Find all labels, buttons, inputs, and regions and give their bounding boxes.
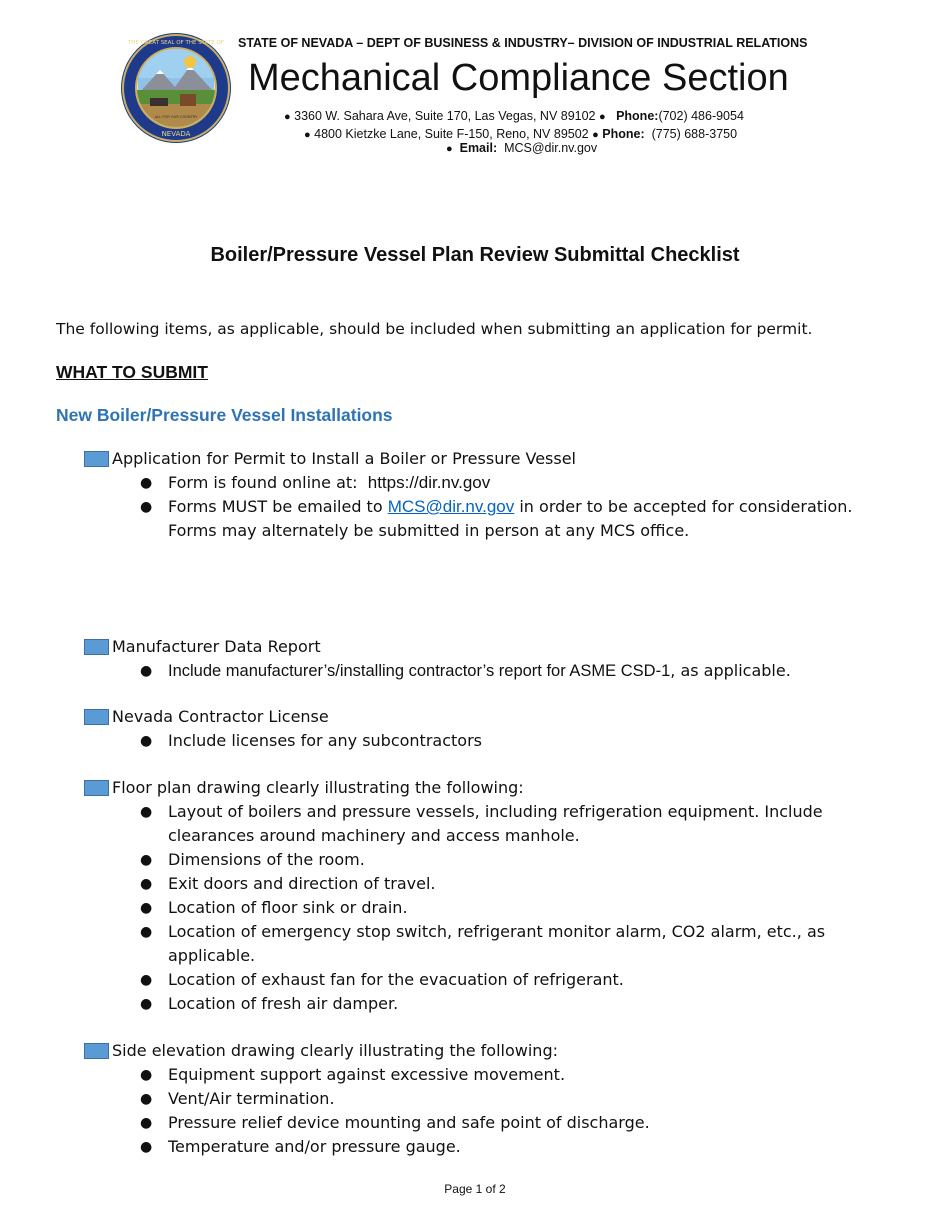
bullet-dot: ● xyxy=(304,129,311,141)
intro-text: The following items, as applicable, should be included when submitting an application for permit. xyxy=(56,320,813,338)
bullet-dot: ● xyxy=(140,1115,153,1131)
bullet-dot: ● xyxy=(592,129,599,141)
side-elevation-label: Side elevation drawing clearly illustrating the following: xyxy=(112,1041,558,1060)
section-title: Mechanical Compliance Section xyxy=(248,57,789,99)
side-elevation-bullet-text: Vent/Air termination. xyxy=(168,1089,335,1108)
floor-plan-bullet-text: Exit doors and direction of travel. xyxy=(168,874,436,893)
list-item xyxy=(84,495,914,543)
checklist-item-side-elevation xyxy=(84,1039,914,1159)
mcs-email-link[interactable]: MCS@dir.nv.gov xyxy=(387,497,515,516)
application-label: Application for Permit to Install a Boiler or Pressure Vessel xyxy=(112,449,576,468)
bullet-dot: ● xyxy=(140,996,153,1012)
list-item xyxy=(84,920,874,968)
mdr-label: Manufacturer Data Report xyxy=(112,637,321,656)
license-bullet: Include licenses for any subcontractors xyxy=(168,731,482,750)
bullet-dot: ● xyxy=(140,924,153,940)
checklist-item-application xyxy=(84,447,914,543)
application-checkbox[interactable] xyxy=(84,451,109,467)
las-vegas-office-line xyxy=(284,109,744,125)
las-vegas-address: 3360 W. Sahara Ave, Suite 170, Las Vegas, NV 89102 xyxy=(294,109,596,123)
list-item xyxy=(84,471,914,495)
reno-phone: (775) 688-3750 xyxy=(651,127,738,141)
bullet-dot: ● xyxy=(284,111,291,123)
bullet-dot: ● xyxy=(140,876,153,892)
list-item xyxy=(84,800,874,848)
list-item xyxy=(84,848,874,872)
bullet-dot: ● xyxy=(140,1091,153,1107)
checklist-item-floor-plan xyxy=(84,776,914,1016)
document-title: Boiler/Pressure Vessel Plan Review Submittal Checklist xyxy=(210,244,740,266)
side-elevation-bullet-text: Temperature and/or pressure gauge. xyxy=(168,1137,461,1156)
las-vegas-phone: (702) 486-9054 xyxy=(658,109,744,123)
mdr-bullet-tail: , as applicable. xyxy=(670,661,791,680)
seal-text-bottom: NEVADA xyxy=(161,130,191,138)
what-to-submit-heading: WHAT TO SUBMIT xyxy=(56,362,208,382)
email-suffix: in order to be accepted for consideration. xyxy=(519,497,853,516)
list-item xyxy=(84,872,874,896)
list-item xyxy=(84,968,874,992)
floor-plan-bullet-text: Dimensions of the room. xyxy=(168,850,365,869)
email-label: Email: xyxy=(459,141,498,155)
list-item xyxy=(84,1111,914,1135)
bullet-dot: ● xyxy=(140,1067,153,1083)
list-item xyxy=(84,729,914,753)
online-url: https://dir.nv.gov xyxy=(367,473,491,492)
floor-plan-checkbox[interactable] xyxy=(84,780,109,796)
las-vegas-phone-label: Phone: xyxy=(616,109,659,123)
seal-text-top: THE GREAT SEAL OF THE STATE OF xyxy=(127,40,225,46)
page-number: Page 1 of 2 xyxy=(444,1182,506,1196)
side-elevation-bullet-text: Equipment support against excessive movement. xyxy=(168,1065,566,1084)
bullet-dot: ● xyxy=(140,733,153,749)
seal-motto: ALL FOR OUR COUNTRY xyxy=(154,115,198,119)
list-item xyxy=(84,1087,914,1111)
list-item xyxy=(84,992,874,1016)
new-installations-subheading: New Boiler/Pressure Vessel Installations xyxy=(56,405,393,425)
license-label: Nevada Contractor License xyxy=(112,707,329,726)
email-prefix: Forms MUST be emailed to xyxy=(168,497,383,516)
bullet-dot: ● xyxy=(140,475,153,491)
bullet-dot: ● xyxy=(140,1139,153,1155)
checklist-item-license xyxy=(84,705,914,753)
bullet-dot: ● xyxy=(446,143,453,155)
side-elevation-bullet-text: Pressure relief device mounting and safe point of discharge. xyxy=(168,1113,650,1132)
checklist-item-mdr xyxy=(84,635,914,683)
email-line xyxy=(446,141,597,157)
floor-plan-bullet-text: Location of floor sink or drain. xyxy=(168,898,408,917)
side-elevation-checkbox[interactable] xyxy=(84,1043,109,1059)
list-item xyxy=(84,659,914,683)
bullet-dot: ● xyxy=(140,852,153,868)
bullet-dot: ● xyxy=(140,499,153,515)
floor-plan-bullet-text: Location of emergency stop switch, refrigerant monitor alarm, CO2 alarm, etc., as applicable. xyxy=(168,922,826,965)
list-item xyxy=(84,1135,914,1159)
header-email: MCS@dir.nv.gov xyxy=(504,141,598,155)
online-prefix: Form is found online at: xyxy=(168,473,358,492)
floor-plan-bullet-text: Location of fresh air damper. xyxy=(168,994,399,1013)
floor-plan-bullet-text: Layout of boilers and pressure vessels, including refrigeration equipment. Include clearances around machinery and access manhole. xyxy=(168,802,823,845)
email-line-2: Forms may alternately be submitted in person at any MCS office. xyxy=(168,521,690,540)
bullet-dot: ● xyxy=(140,900,153,916)
list-item xyxy=(84,896,874,920)
bullet-dot: ● xyxy=(140,804,153,820)
mdr-bullet-main: Include manufacturer’s/installing contractor’s report for ASME CSD-1 xyxy=(168,662,671,680)
agency-line: STATE OF NEVADA – DEPT OF BUSINESS & INDUSTRY– DIVISION OF INDUSTRIAL RELATIONS xyxy=(238,36,808,50)
reno-phone-label: Phone: xyxy=(602,127,645,141)
bullet-dot: ● xyxy=(140,972,153,988)
nevada-state-seal xyxy=(120,32,232,144)
mdr-checkbox[interactable] xyxy=(84,639,109,655)
license-checkbox[interactable] xyxy=(84,709,109,725)
floor-plan-bullet-text: Location of exhaust fan for the evacuation of refrigerant. xyxy=(168,970,624,989)
bullet-dot: ● xyxy=(140,663,153,679)
bullet-dot: ● xyxy=(599,111,606,123)
reno-address: 4800 Kietzke Lane, Suite F-150, Reno, NV 89502 xyxy=(314,127,589,141)
list-item xyxy=(84,1063,914,1087)
floor-plan-label: Floor plan drawing clearly illustrating the following: xyxy=(112,778,524,797)
